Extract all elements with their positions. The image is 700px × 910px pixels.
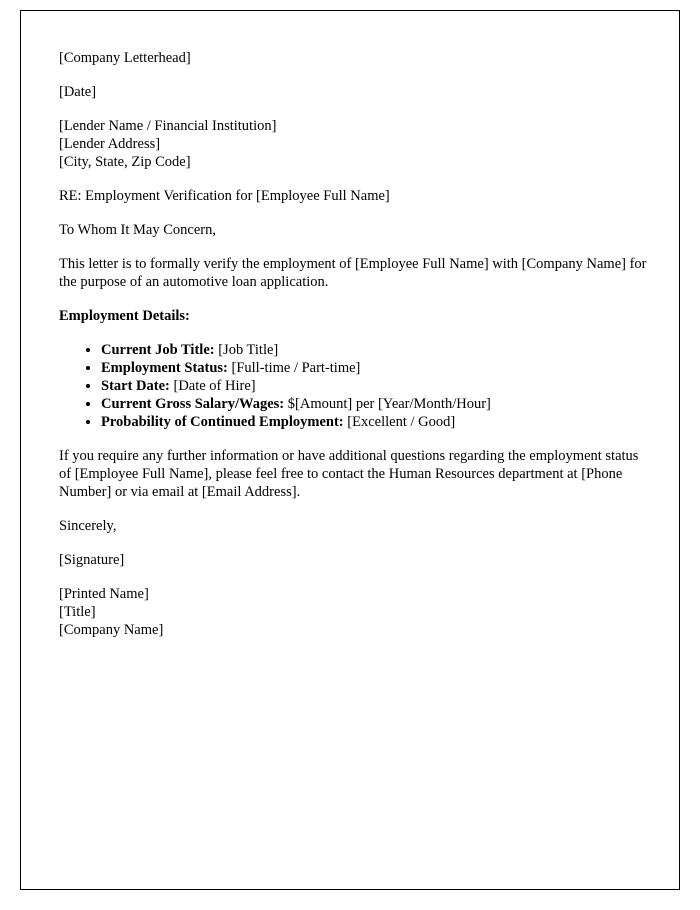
detail-label: Probability of Continued Employment: bbox=[101, 414, 348, 430]
signature-placeholder: [Signature] bbox=[59, 552, 125, 568]
detail-item-job-title bbox=[101, 341, 649, 359]
signature-company-name: [Company Name] bbox=[59, 622, 164, 638]
detail-label: Current Job Title: bbox=[101, 342, 219, 358]
detail-value: $[Amount] per [Year/Month/Hour] bbox=[287, 396, 491, 412]
closing-paragraph: If you require any further information or have additional questions regarding the employment status of [Employee Full Name], please feel free to contact the Human Resources department at [Phone Number] or via email at [Email Address]. bbox=[59, 448, 639, 500]
employment-details-list bbox=[59, 341, 649, 431]
detail-item-start-date bbox=[101, 377, 649, 395]
detail-value: [Date of Hire] bbox=[173, 378, 256, 394]
signoff: Sincerely, bbox=[59, 518, 117, 534]
recipient-line: [Lender Name / Financial Institution] bbox=[59, 118, 277, 134]
signature-block bbox=[59, 585, 649, 639]
letter-date: [Date] bbox=[59, 84, 97, 100]
detail-label: Current Gross Salary/Wages: bbox=[101, 396, 288, 412]
detail-label: Employment Status: bbox=[101, 360, 232, 376]
recipient-line: [City, State, Zip Code] bbox=[59, 154, 191, 170]
detail-item-continued-employment bbox=[101, 413, 649, 431]
recipient-address-block bbox=[59, 117, 649, 171]
detail-value: [Excellent / Good] bbox=[347, 414, 456, 430]
signature-title: [Title] bbox=[59, 604, 96, 620]
recipient-line: [Lender Address] bbox=[59, 136, 161, 152]
letter-page bbox=[20, 10, 680, 890]
detail-value: [Full-time / Part-time] bbox=[231, 360, 361, 376]
employment-verification-letter bbox=[59, 49, 649, 639]
intro-paragraph: This letter is to formally verify the employment of [Employee Full Name] with [Company Name] for the purpose of an automotive loan application. bbox=[59, 256, 647, 290]
company-letterhead: [Company Letterhead] bbox=[59, 50, 191, 66]
detail-item-employment-status bbox=[101, 359, 649, 377]
subject-line: RE: Employment Verification for [Employee Full Name] bbox=[59, 188, 390, 204]
detail-label: Start Date: bbox=[101, 378, 174, 394]
detail-value: [Job Title] bbox=[218, 342, 279, 358]
employment-details-heading: Employment Details: bbox=[59, 308, 190, 324]
salutation: To Whom It May Concern, bbox=[59, 222, 216, 238]
signature-printed-name: [Printed Name] bbox=[59, 586, 149, 602]
detail-item-salary bbox=[101, 395, 649, 413]
